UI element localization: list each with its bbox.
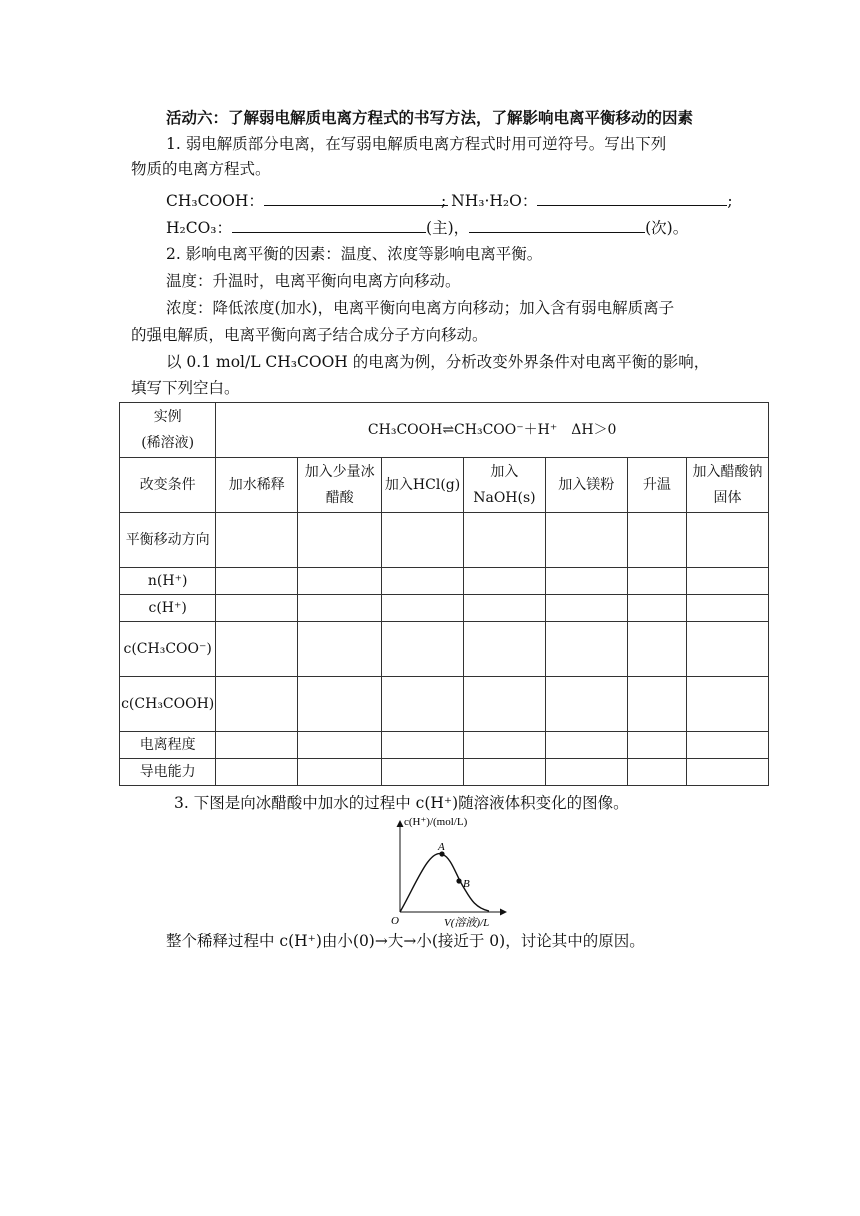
- answer-cell[interactable]: [687, 595, 769, 622]
- answer-cell[interactable]: [464, 732, 546, 759]
- condition-naoh-solid: 加入NaOH(s): [464, 458, 546, 513]
- main-ionization-label: (主)，: [426, 219, 470, 237]
- example-instruction-line-2: 填写下列空白。: [131, 379, 240, 397]
- answer-cell[interactable]: [545, 513, 627, 568]
- answer-cell[interactable]: [216, 595, 298, 622]
- answer-cell[interactable]: [464, 595, 546, 622]
- answer-cell[interactable]: [382, 513, 464, 568]
- answer-cell[interactable]: [216, 732, 298, 759]
- answer-cell[interactable]: [298, 622, 382, 677]
- secondary-ionization-label: (次)。: [645, 219, 689, 237]
- point-b-marker: [456, 878, 461, 883]
- answer-cell[interactable]: [545, 759, 627, 786]
- answer-cell[interactable]: [216, 513, 298, 568]
- equation-ch3cooh-line: [166, 189, 448, 212]
- answer-cell[interactable]: [687, 622, 769, 677]
- h2co3-main-blank[interactable]: [232, 216, 426, 233]
- row-label-conductivity: 导电能力: [120, 759, 216, 786]
- condition-sodium-acetate: 加入醋酸钠固体: [687, 458, 769, 513]
- equilibrium-table: [119, 402, 769, 786]
- answer-cell[interactable]: [687, 759, 769, 786]
- answer-cell[interactable]: [216, 677, 298, 732]
- answer-cell[interactable]: [545, 677, 627, 732]
- answer-cell[interactable]: [298, 513, 382, 568]
- point-b-label: B: [463, 878, 470, 890]
- answer-cell[interactable]: [687, 732, 769, 759]
- answer-cell[interactable]: [464, 568, 546, 595]
- answer-cell[interactable]: [687, 513, 769, 568]
- dilution-discussion-prompt: 整个稀释过程中 c(H⁺)由小(0)→大→小(接近于 0)，讨论其中的原因。: [166, 932, 645, 950]
- answer-cell[interactable]: [464, 677, 546, 732]
- hydrogen-ion-dilution-graph: [386, 812, 516, 928]
- item-1-line-2: 物质的电离方程式。: [131, 160, 271, 178]
- example-header-cell: 实例 (稀溶液): [120, 403, 216, 458]
- answer-cell[interactable]: [627, 759, 686, 786]
- answer-cell[interactable]: [382, 759, 464, 786]
- answer-cell[interactable]: [298, 759, 382, 786]
- answer-cell[interactable]: [298, 595, 382, 622]
- example-instruction-line-1: 以 0.1 mol/L CH₃COOH 的电离为例，分析改变外界条件对电离平衡的影响，: [166, 353, 710, 371]
- ch3cooh-label: CH₃COOH：: [166, 192, 264, 210]
- answer-cell[interactable]: [464, 759, 546, 786]
- answer-cell[interactable]: [687, 568, 769, 595]
- origin-label: O: [391, 915, 399, 927]
- item-2-title: 2. 影响电离平衡的因素：温度、浓度等影响电离平衡。: [166, 245, 543, 263]
- row-label-ionization-degree: 电离程度: [120, 732, 216, 759]
- nh3-label: NH₃·H₂O：: [451, 192, 538, 210]
- answer-cell[interactable]: [298, 568, 382, 595]
- answer-cell[interactable]: [627, 677, 686, 732]
- answer-cell[interactable]: [216, 759, 298, 786]
- row-label-c-h: c(H⁺): [120, 595, 216, 622]
- answer-cell[interactable]: [545, 732, 627, 759]
- point-a-label: A: [438, 841, 445, 853]
- row-label-equilibrium-direction: 平衡移动方向: [120, 513, 216, 568]
- condition-heating: 升温: [627, 458, 686, 513]
- activity-heading: 活动六：了解弱电解质电离方程式的书写方法，了解影响电离平衡移动的因素: [166, 108, 694, 127]
- answer-cell[interactable]: [298, 732, 382, 759]
- condition-header: 改变条件: [120, 458, 216, 513]
- answer-cell[interactable]: [545, 622, 627, 677]
- answer-cell[interactable]: [627, 595, 686, 622]
- x-axis-label: V(溶液)/L: [444, 917, 490, 928]
- condition-glacial-acetic-acid: 加入少量冰醋酸: [298, 458, 382, 513]
- answer-cell[interactable]: [298, 677, 382, 732]
- row-label-acetic-acid-concentration: c(CH₃COOH): [120, 677, 216, 732]
- answer-cell[interactable]: [382, 732, 464, 759]
- answer-cell[interactable]: [627, 568, 686, 595]
- condition-hcl-gas: 加入HCl(g): [382, 458, 464, 513]
- item-1-line-1: 1. 弱电解质部分电离，在写弱电解质电离方程式时用可逆符号。写出下列: [166, 135, 667, 153]
- answer-cell[interactable]: [382, 622, 464, 677]
- h2co3-label: H₂CO₃：: [166, 219, 233, 237]
- answer-cell[interactable]: [627, 622, 686, 677]
- answer-cell[interactable]: [382, 568, 464, 595]
- answer-cell[interactable]: [627, 732, 686, 759]
- answer-cell[interactable]: [382, 595, 464, 622]
- nh3-answer-blank[interactable]: [537, 189, 727, 206]
- answer-cell[interactable]: [464, 513, 546, 568]
- concentration-rule-line-1: 浓度：降低浓度(加水)，电离平衡向电离方向移动；加入含有弱电解质离子: [166, 299, 675, 317]
- equilibrium-equation: CH₃COOH⇌CH₃COO⁻＋H⁺ ΔH＞0: [216, 403, 769, 458]
- answer-cell[interactable]: [687, 677, 769, 732]
- equation-nh3-line: ; NH₃·H₂O： ;: [441, 189, 733, 212]
- answer-cell[interactable]: [216, 568, 298, 595]
- y-axis-label: c(H⁺)/(mol/L): [404, 816, 468, 828]
- concentration-rule-line-2: 的强电解质，电离平衡向离子结合成分子方向移动。: [131, 326, 488, 344]
- h2co3-secondary-blank[interactable]: [469, 216, 645, 233]
- answer-cell[interactable]: [545, 595, 627, 622]
- item-3-title: 3. 下图是向冰醋酸中加水的过程中 c(H⁺)随溶液体积变化的图像。: [174, 794, 629, 812]
- row-label-acetate-concentration: c(CH₃COO⁻): [120, 622, 216, 677]
- temperature-rule: 温度：升温时，电离平衡向电离方向移动。: [166, 272, 461, 290]
- answer-cell[interactable]: [545, 568, 627, 595]
- answer-cell[interactable]: [382, 677, 464, 732]
- equation-h2co3-line: [166, 216, 688, 239]
- answer-cell[interactable]: [216, 622, 298, 677]
- condition-magnesium-powder: 加入镁粉: [545, 458, 627, 513]
- answer-cell[interactable]: [464, 622, 546, 677]
- answer-cell[interactable]: [627, 513, 686, 568]
- hydrogen-ion-curve: [400, 854, 489, 912]
- ch3cooh-answer-blank[interactable]: [264, 189, 448, 206]
- condition-dilution: 加水稀释: [216, 458, 298, 513]
- row-label-n-h: n(H⁺): [120, 568, 216, 595]
